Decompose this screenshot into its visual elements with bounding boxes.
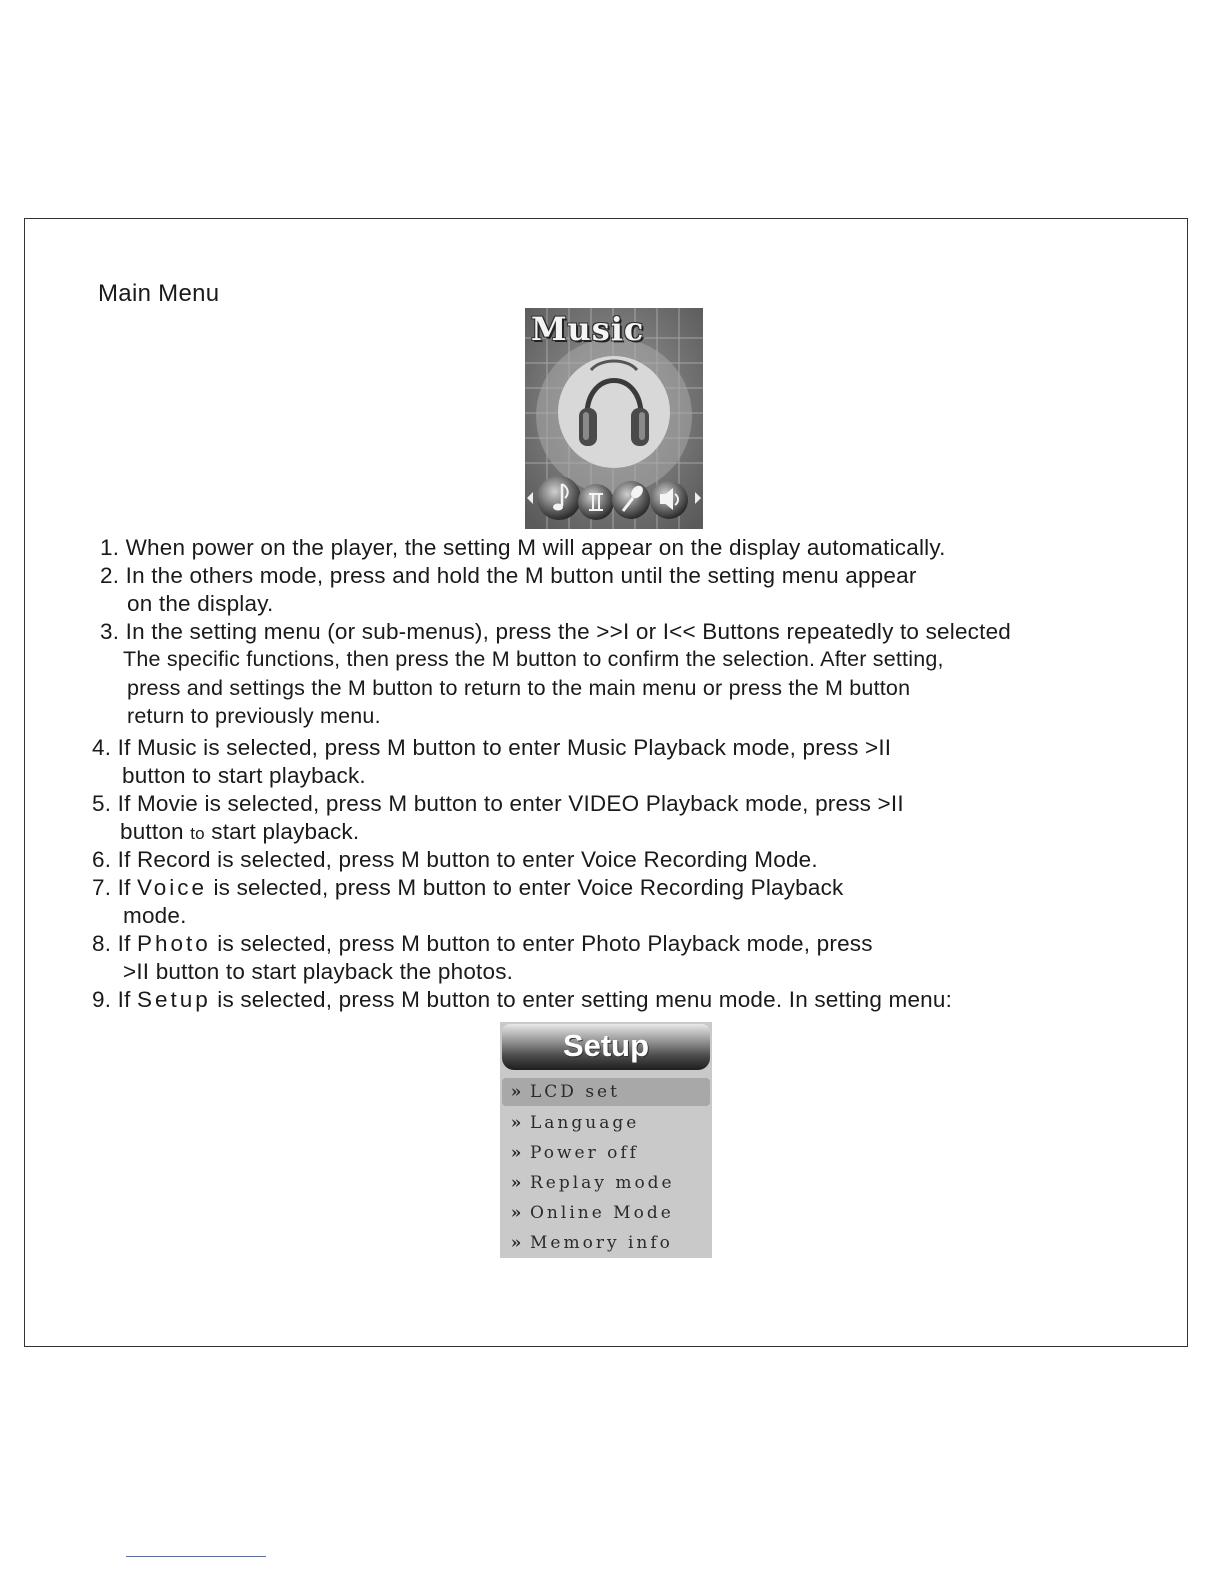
chevron-right-icon: »	[510, 1173, 522, 1193]
chevron-right-icon: »	[510, 1082, 522, 1102]
instruction-2: 2. In the others mode, press and hold the M button until the setting menu appear	[100, 563, 917, 588]
section-heading: Main Menu	[98, 280, 220, 307]
music-screen-title: Music	[531, 310, 645, 348]
chevron-right-icon: »	[510, 1113, 522, 1133]
setup-item-memory-info	[502, 1229, 710, 1257]
footer-rule	[126, 1556, 266, 1557]
setup-item-label: LCD set	[530, 1082, 620, 1102]
instruction-4: 4. If Music is selected, press M button to enter Music Playback mode, press >II	[92, 735, 892, 760]
setup-item-replay-mode	[502, 1169, 710, 1197]
chevron-right-icon: »	[510, 1143, 522, 1163]
instruction-8-photo-word: Photo	[136, 931, 211, 956]
instruction-6: 6. If Record is selected, press M button to enter Voice Recording Mode.	[92, 847, 818, 872]
setup-item-language	[502, 1109, 710, 1137]
chevron-right-icon: »	[510, 1233, 522, 1253]
instruction-9	[92, 987, 952, 1013]
instruction-8-prefix: 8. If	[92, 931, 131, 956]
setup-screen-title: Setup	[502, 1024, 710, 1070]
instruction-7-voice-word: Voice	[136, 875, 208, 900]
instruction-3: 3. In the setting menu (or sub-menus), press the >>I or I<< Buttons repeatedly to selected	[100, 619, 1012, 644]
instruction-5-to-word: to	[190, 824, 205, 843]
instruction-3-cont-2: press and settings the M button to return to the main menu or press the M button	[127, 676, 911, 700]
instruction-5-cont	[120, 819, 359, 845]
music-menu-screenshot	[525, 308, 703, 529]
instruction-5-rest: start playback.	[211, 819, 360, 844]
instruction-3-cont-1: The specific functions, then press the M button to confirm the selection. After setting,	[123, 647, 944, 671]
instruction-7-cont: mode.	[123, 903, 187, 928]
setup-item-label: Power off	[530, 1143, 639, 1163]
instruction-8-rest: is selected, press M button to enter Photo Playback mode, press	[217, 931, 873, 956]
instruction-9-setup-word: Setup	[136, 987, 211, 1012]
instruction-1: 1. When power on the player, the setting M will appear on the display automatically.	[100, 535, 946, 560]
instruction-8	[92, 931, 873, 957]
chevron-right-icon: »	[510, 1203, 522, 1223]
setup-item-label: Replay mode	[530, 1173, 675, 1193]
instruction-4-cont: button to start playback.	[122, 763, 366, 788]
setup-item-label: Language	[530, 1113, 640, 1133]
instruction-9-prefix: 9. If	[92, 987, 131, 1012]
instruction-3-cont-3: return to previously menu.	[127, 704, 381, 728]
instruction-7	[92, 875, 844, 901]
instruction-5: 5. If Movie is selected, press M button to enter VIDEO Playback mode, press >II	[92, 791, 904, 816]
setup-item-online-mode	[502, 1199, 710, 1227]
instruction-5-button-word: button	[120, 819, 184, 844]
setup-item-label: Memory info	[530, 1233, 673, 1253]
setup-item-label: Online Mode	[530, 1203, 674, 1223]
setup-item-lcd-set	[502, 1078, 710, 1106]
setup-menu-screenshot	[500, 1022, 712, 1258]
setup-item-power-off	[502, 1139, 710, 1167]
instruction-8-cont: >II button to start playback the photos.	[123, 959, 514, 984]
instruction-7-rest: is selected, press M button to enter Voice Recording Playback	[213, 875, 844, 900]
instruction-9-rest: is selected, press M button to enter setting menu mode. In setting menu:	[217, 987, 953, 1012]
instruction-2-cont: on the display.	[127, 591, 274, 616]
instruction-7-prefix: 7. If	[92, 875, 131, 900]
